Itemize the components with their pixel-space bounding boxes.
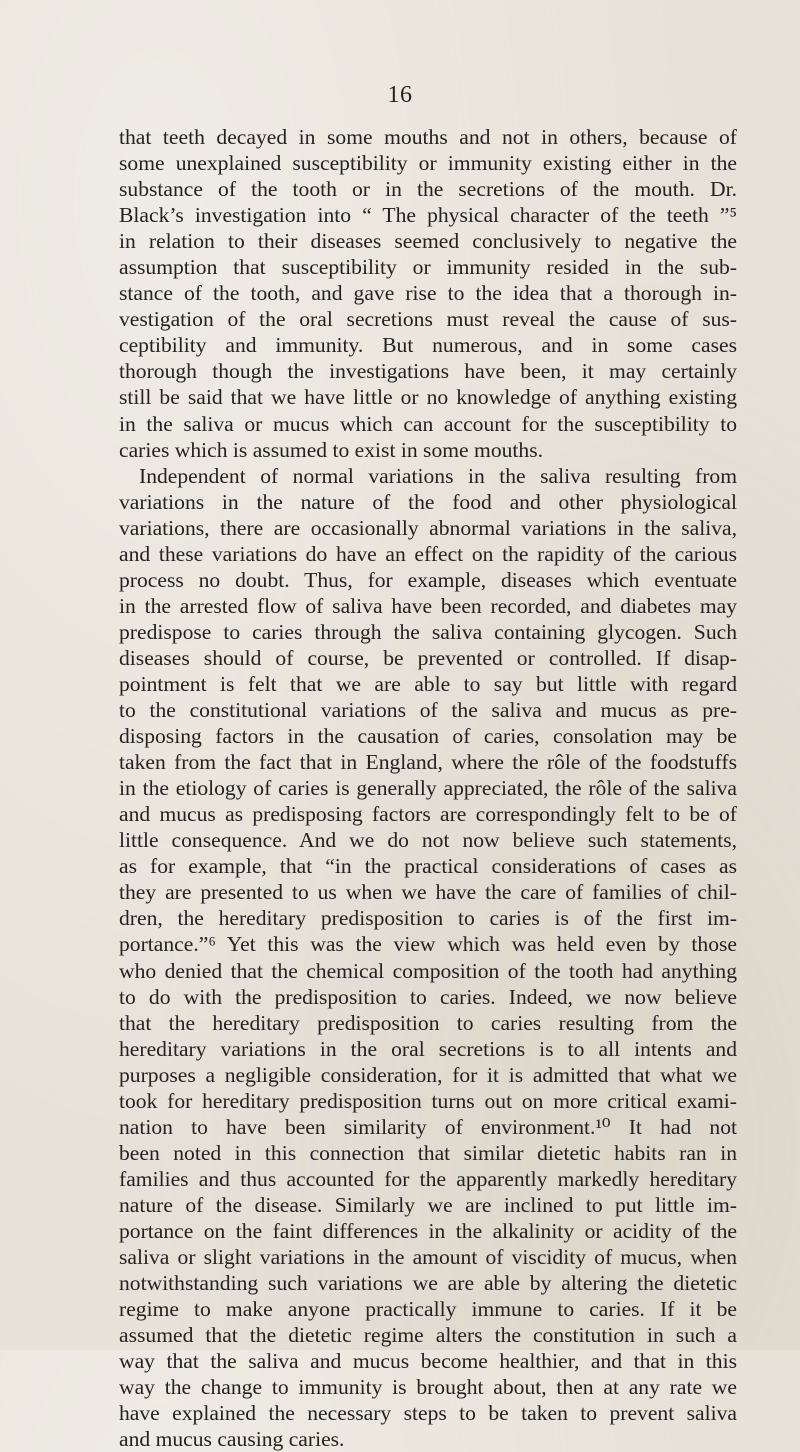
text-line: saliva or slight variations in the amount of viscidity of mucus, when (119, 1245, 737, 1270)
text-line: vestigation of the oral secretions must reveal the cause of sus- (119, 307, 737, 332)
text-line: took for hereditary predisposition turns out on more critical exami- (119, 1088, 737, 1113)
text-line: to do with the predisposition to caries. Indeed, we now believe (119, 984, 737, 1009)
text-line: thorough though the investigations have been, it may certainly (119, 359, 737, 384)
text-line: that teeth decayed in some mouths and not in others, because of (119, 125, 737, 149)
text-line: ceptibility and immunity. But numerous, and in some cases (119, 333, 737, 358)
text-line: assumption that susceptibility or immunity resided in the sub- (119, 255, 737, 280)
text-line: way the change to immunity is brought about, then at any rate we (119, 1375, 737, 1400)
text-line: portance on the faint differences in the alkalinity or acidity of the (119, 1218, 737, 1243)
text-line: in the arrested flow of saliva have been recorded, and diabetes may (119, 593, 737, 618)
text-line: have explained the necessary steps to be taken to prevent saliva (119, 1401, 737, 1426)
text-line: substance of the tooth or in the secretions of the mouth. Dr. (119, 177, 737, 202)
text-line: who denied that the chemical composition of the tooth had anything (119, 958, 737, 983)
text-line: predispose to caries through the saliva containing glycogen. Such (119, 619, 737, 644)
text-line: regime to make anyone practically immune to caries. If it be (119, 1297, 737, 1322)
text-line: way that the saliva and mucus become healthier, and that in this (119, 1349, 737, 1374)
text-line: and mucus as predisposing factors are correspondingly felt to be of (119, 802, 737, 827)
text-line: they are presented to us when we have the care of families of chil- (119, 880, 737, 905)
text-line: in relation to their diseases seemed conclusively to negative the (119, 229, 737, 254)
text-line: still be said that we have little or no knowledge of anything existing (119, 385, 737, 410)
text-line: variations in the nature of the food and other physiological (119, 489, 737, 514)
text-line: families and thus accounted for the apparently markedly hereditary (119, 1166, 737, 1191)
text-line: to the constitutional variations of the saliva and mucus as pre- (119, 698, 737, 723)
text-line: and these variations do have an effect on the rapidity of the carious (119, 541, 737, 566)
text-line: that the hereditary predisposition to caries resulting from the (119, 1010, 737, 1035)
body-text (119, 124, 737, 1452)
text-line: nature of the disease. Similarly we are inclined to put little im- (119, 1192, 737, 1217)
text-line: as for example, that “in the practical considerations of cases as (119, 854, 737, 879)
text-line: portance.”⁶ Yet this was the view which was held even by those (119, 932, 737, 957)
page-number: 16 (387, 82, 413, 108)
text-line: in the etiology of caries is generally appreciated, the rôle of the saliva (119, 776, 737, 801)
text-line: assumed that the dietetic regime alters the constitution in such a (119, 1323, 737, 1348)
text-line: dren, the hereditary predisposition to caries is of the first im- (119, 906, 737, 931)
paragraph-start-line: Independent of normal variations in the saliva resulting from (139, 463, 737, 488)
text-line: nation to have been similarity of environment.¹⁰ It had not (119, 1114, 737, 1139)
text-line: disposing factors in the causation of caries, consolation may be (119, 724, 737, 749)
text-line: in the saliva or mucus which can account for the susceptibility to (119, 411, 737, 436)
text-line: taken from the fact that in England, where the rôle of the foodstuffs (119, 750, 737, 775)
text-line: pointment is felt that we are able to say but little with regard (119, 671, 737, 696)
text-line: purposes a negligible consideration, for it is admitted that what we (119, 1062, 737, 1087)
text-line: diseases should of course, be prevented or controlled. If disap- (119, 645, 737, 670)
text-line: some unexplained susceptibility or immunity existing either in the (119, 151, 737, 176)
text-line: variations, there are occasionally abnormal variations in the saliva, (119, 515, 737, 540)
paragraph-end-line: and mucus causing caries. (119, 1427, 345, 1452)
text-line: Black’s investigation into “ The physical character of the teeth ”⁵ (119, 203, 737, 228)
text-line: process no doubt. Thus, for example, diseases which eventuate (119, 567, 737, 592)
text-line: hereditary variations in the oral secretions is to all intents and (119, 1036, 737, 1061)
text-line: little consequence. And we do not now believe such statements, (119, 828, 737, 853)
text-line: notwithstanding such variations we are able by altering the dietetic (119, 1271, 737, 1296)
paragraph-end-line: caries which is assumed to exist in some mouths. (119, 437, 544, 462)
text-line: stance of the tooth, and gave rise to the idea that a thorough in- (119, 281, 737, 306)
text-line: been noted in this connection that similar dietetic habits ran in (119, 1140, 737, 1165)
